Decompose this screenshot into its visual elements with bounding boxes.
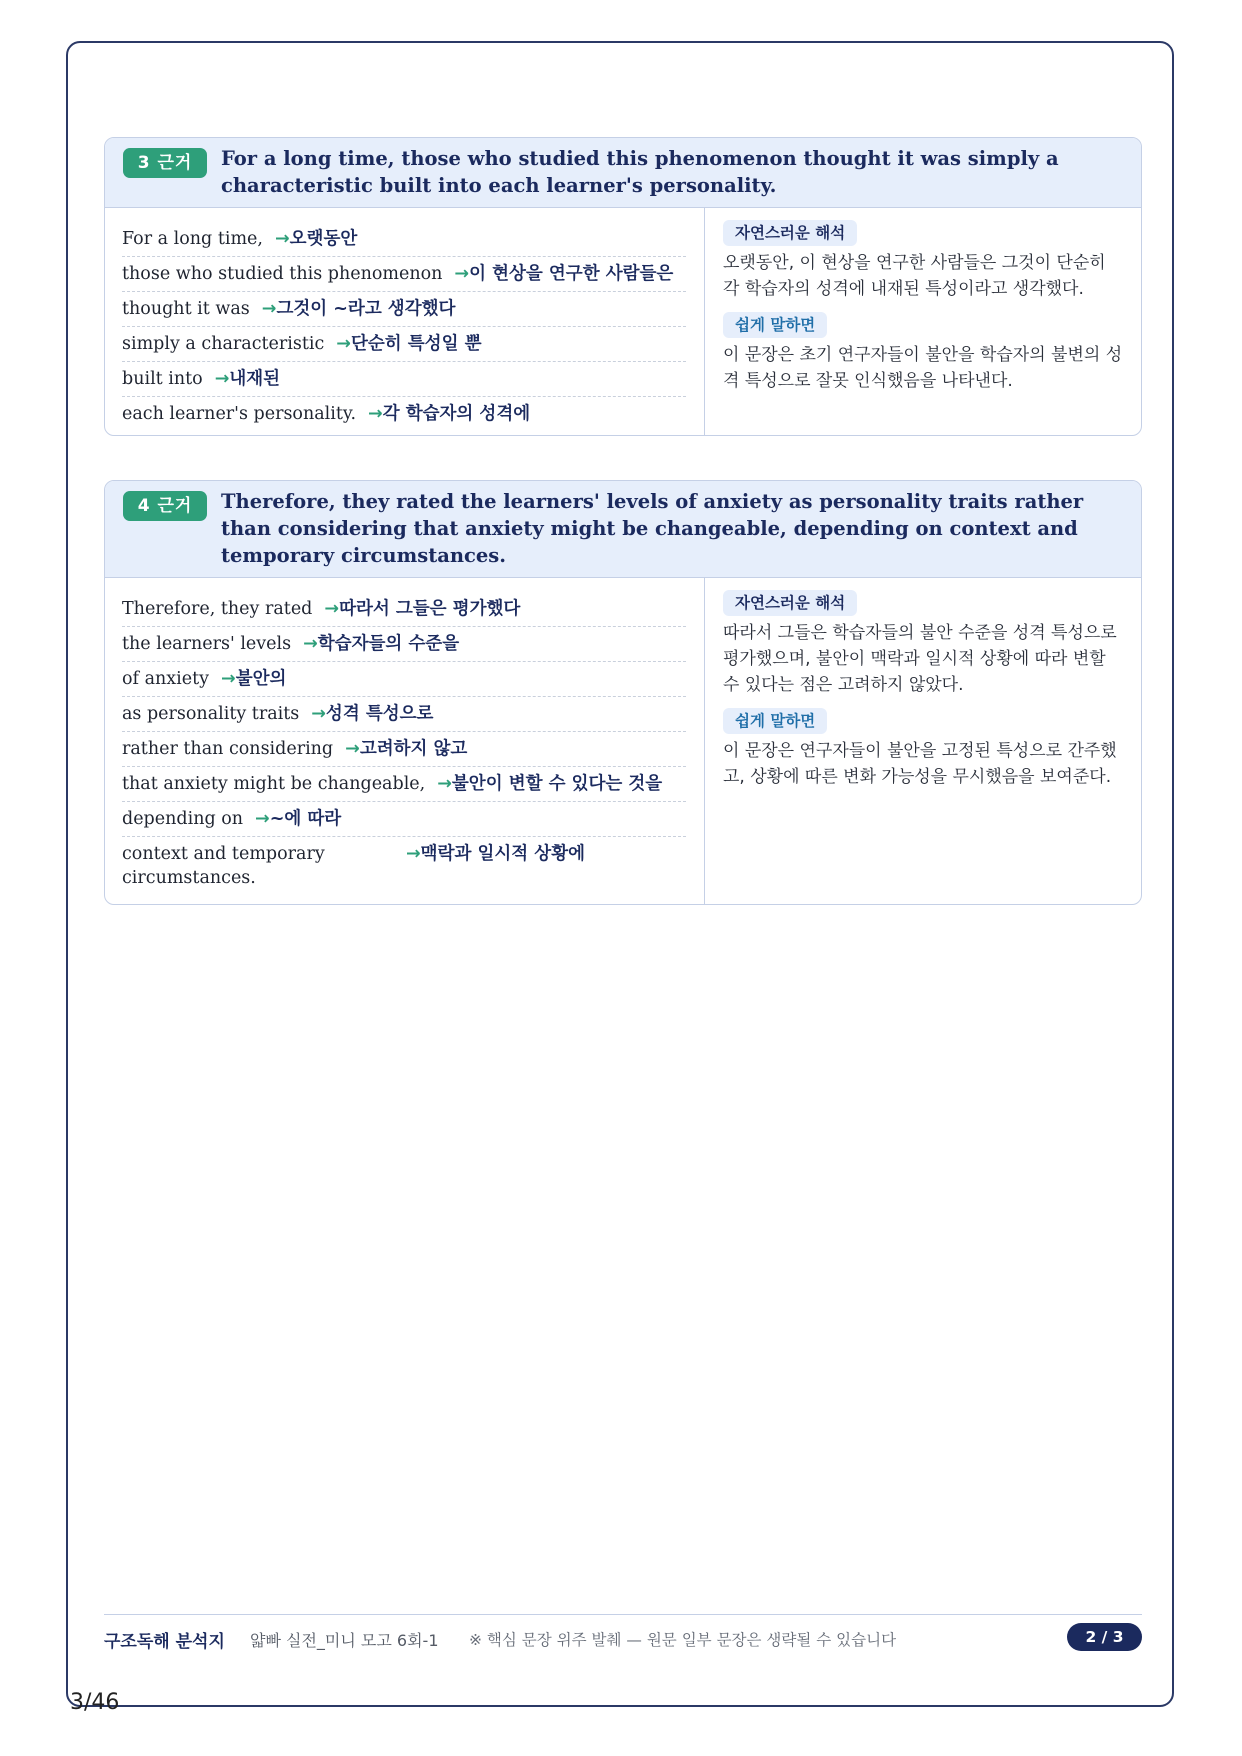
section-header bbox=[105, 481, 1141, 578]
chunk-ko: →맥락과 일시적 상황에 bbox=[406, 844, 586, 864]
chunk-en: built into bbox=[122, 369, 203, 389]
simple-explanation-text: 이 문장은 연구자들이 불안을 고정된 특성으로 간주했고, 상황에 따른 변화 가능성을 무시했음을 보여준다. bbox=[723, 741, 1117, 787]
chunk-en: that anxiety might be changeable, bbox=[122, 774, 426, 794]
arrow-icon: → bbox=[214, 369, 230, 389]
arrow-icon: → bbox=[336, 334, 351, 354]
section-badge: 4 근거 bbox=[123, 491, 207, 521]
chunk-ko: →불안이 변할 수 있다는 것을 bbox=[437, 774, 663, 794]
page-counter: 3/46 bbox=[70, 1690, 120, 1715]
section-card-4 bbox=[104, 480, 1142, 905]
arrow-icon: → bbox=[324, 599, 340, 619]
natural-translation-label: 자연스러운 해석 bbox=[723, 590, 857, 616]
chunk-row bbox=[122, 732, 686, 767]
chunk-ko: →따라서 그들은 평가했다 bbox=[324, 599, 521, 619]
natural-translation-text: 따라서 그들은 학습자들의 불안 수준을 성격 특성으로 평가했으며, 불안이 맥락과 일시적 상황에 따라 변할 수 있다는 점은 고려하지 않았다. bbox=[723, 623, 1117, 695]
simple-explanation-label: 쉽게 말하면 bbox=[723, 708, 827, 734]
section-badge: 3 근거 bbox=[123, 148, 207, 178]
chunk-ko: →불안의 bbox=[221, 669, 287, 689]
chunk-list bbox=[105, 578, 705, 905]
chunk-en: For a long time, bbox=[122, 229, 263, 249]
footer-note: ※ 핵심 문장 위주 발췌 — 원문 일부 문장은 생략될 수 있습니다 bbox=[469, 1631, 897, 1649]
simple-explanation-label: 쉽게 말하면 bbox=[723, 312, 827, 338]
chunk-row bbox=[122, 327, 686, 362]
chunk-row bbox=[122, 802, 686, 837]
chunk-ko: →이 현상을 연구한 사람들은 bbox=[454, 264, 674, 284]
arrow-icon: → bbox=[454, 264, 470, 284]
chunk-row bbox=[122, 627, 686, 662]
chunk-en: the learners' levels bbox=[122, 634, 292, 654]
section-sentence: Therefore, they rated the learners' levels of anxiety as personality traits rather than considering that anxiety might be changeable, depending on context and temporary circumstances. bbox=[221, 490, 1084, 567]
chunk-en: depending on bbox=[122, 809, 244, 829]
simple-explanation-text: 이 문장은 초기 연구자들이 불안을 학습자의 불변의 성격 특성으로 잘못 인식했음을 나타낸다. bbox=[723, 345, 1123, 391]
arrow-icon: → bbox=[221, 669, 236, 689]
chunk-en: thought it was bbox=[122, 299, 250, 319]
arrow-icon: → bbox=[303, 634, 318, 654]
arrow-icon: → bbox=[274, 229, 290, 249]
chunk-row bbox=[122, 222, 686, 257]
chunk-row bbox=[122, 662, 686, 697]
chunk-ko: →성격 특성으로 bbox=[311, 704, 434, 724]
arrow-icon: → bbox=[255, 809, 270, 829]
footer-divider bbox=[104, 1614, 1142, 1615]
arrow-icon: → bbox=[345, 739, 360, 759]
chunk-ko: →내재된 bbox=[214, 369, 281, 389]
chunk-row bbox=[122, 767, 686, 802]
page-indicator: 2 / 3 bbox=[1067, 1623, 1142, 1651]
chunk-row bbox=[122, 397, 686, 431]
chunk-row bbox=[122, 257, 686, 292]
chunk-ko: →학습자들의 수준을 bbox=[303, 634, 460, 654]
chunk-en: context and temporary circumstances. bbox=[122, 844, 325, 888]
chunk-ko: →각 학습자의 성격에 bbox=[368, 404, 531, 424]
chunk-en: each learner's personality. bbox=[122, 404, 357, 424]
chunk-row bbox=[122, 697, 686, 732]
chunk-row bbox=[122, 837, 686, 895]
footer-title: 구조독해 분석지 bbox=[104, 1632, 225, 1652]
section-card-3 bbox=[104, 137, 1142, 436]
chunk-ko: →오랫동안 bbox=[274, 229, 358, 249]
chunk-ko: →고려하지 않고 bbox=[345, 739, 468, 759]
chunk-row bbox=[122, 362, 686, 397]
footer-subtitle: 얇빠 실전_미니 모고 6회-1 bbox=[250, 1631, 439, 1650]
arrow-icon: → bbox=[311, 704, 326, 724]
chunk-row bbox=[122, 592, 686, 627]
arrow-icon: → bbox=[437, 774, 452, 794]
chunk-list bbox=[105, 208, 705, 436]
interpretation-panel bbox=[705, 578, 1141, 905]
natural-translation-text: 오랫동안, 이 현상을 연구한 사람들은 그것이 단순히 각 학습자의 성격에 내재된 특성이라고 생각했다. bbox=[723, 253, 1106, 299]
chunk-en: of anxiety bbox=[122, 669, 210, 689]
chunk-ko: →~에 따라 bbox=[255, 809, 342, 829]
arrow-icon: → bbox=[406, 844, 421, 864]
chunk-en: Therefore, they rated bbox=[122, 599, 313, 619]
chunk-ko: →그것이 ~라고 생각했다 bbox=[261, 299, 456, 319]
arrow-icon: → bbox=[261, 299, 277, 319]
natural-translation-label: 자연스러운 해석 bbox=[723, 220, 857, 246]
section-sentence: For a long time, those who studied this phenomenon thought it was simply a characteristic built into each learner's personality. bbox=[221, 147, 1059, 197]
chunk-en: rather than considering bbox=[122, 739, 334, 759]
chunk-row bbox=[122, 292, 686, 327]
chunk-en: simply a characteristic bbox=[122, 334, 325, 354]
chunk-en: those who studied this phenomenon bbox=[122, 264, 443, 284]
chunk-ko: →단순히 특성일 뿐 bbox=[336, 334, 482, 354]
chunk-en: as personality traits bbox=[122, 704, 300, 724]
arrow-icon: → bbox=[368, 404, 383, 424]
interpretation-panel bbox=[705, 208, 1141, 436]
section-header bbox=[105, 138, 1141, 208]
